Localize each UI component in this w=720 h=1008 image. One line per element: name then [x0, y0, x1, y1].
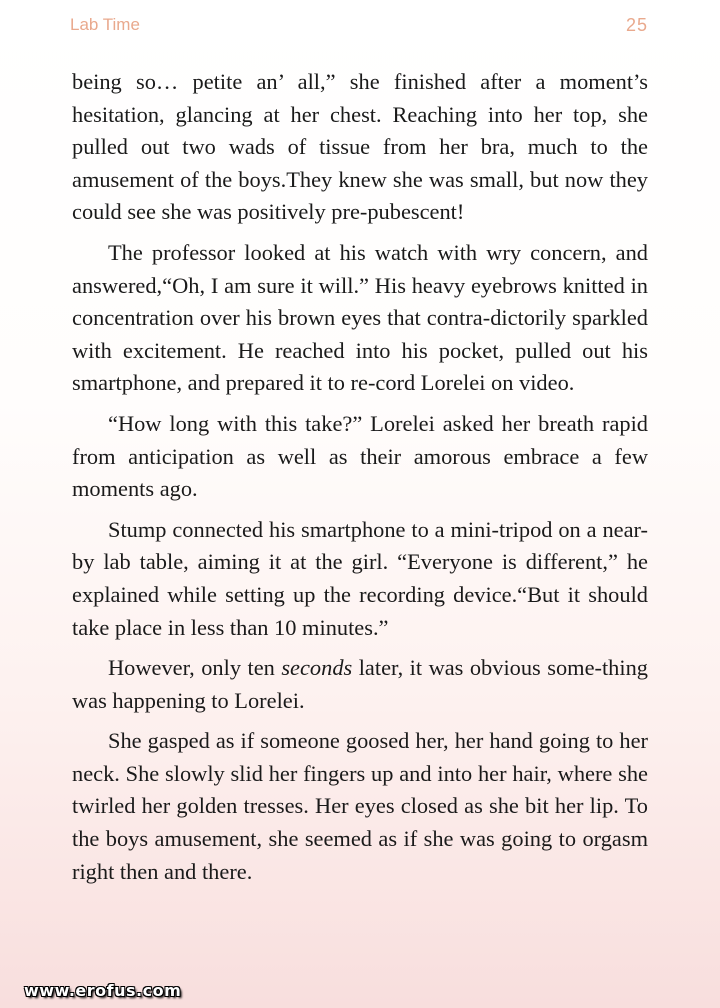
paragraph-2: The professor looked at his watch with wry concern, and answered,“Oh, I am sure it will.” His heavy eyebrows knitted in concentration over his brown eyes that contra-dictorily sparkled with excitement. He reached into his pocket, pulled out his smartphone, and prepared it to re-cord Lorelei on video.: [72, 239, 648, 396]
paragraph-1: being so… petite an’ all,” she finished after a moment’s hesitation, glancing at her chest. Reaching into her top, she pulled out two wads of tissue from her bra, much to the amusement of the boys.They knew she was small, but now they could see she was positively pre-pubescent!: [72, 69, 648, 225]
paragraph-5: [72, 652, 648, 717]
paragraph-5-before: However, only ten: [108, 655, 282, 681]
page-body: [72, 66, 648, 896]
watermark-text: www.erofus.com: [24, 981, 182, 1000]
paragraph-4: Stump connected his smartphone to a mini-tripod on a near-by lab table, aiming it at the girl. “Everyone is different,” he explained while setting up the recording device.“But it should take place in less than 10 minutes.”: [72, 516, 648, 640]
running-title: Lab Time: [70, 15, 140, 34]
paragraph-5-after: later, it was obvious some-thing was happening to Lorelei.: [72, 655, 648, 713]
page-number: 25: [625, 14, 648, 35]
paragraph-6: She gasped as if someone goosed her, her hand going to her neck. She slowly slid her fingers up and into her hair, where she twirled her golden tresses. Her eyes closed as she bit her lip. To the boys amusement, she seemed as if she was going to orgasm right then and there.: [72, 728, 648, 884]
page-header: [70, 12, 648, 38]
paragraph-5-emphasis: seconds: [281, 655, 353, 681]
paragraph-3: “How long with this take?” Lorelei asked her breath rapid from anticipation as well as their amorous embrace a few moments ago.: [72, 410, 648, 502]
